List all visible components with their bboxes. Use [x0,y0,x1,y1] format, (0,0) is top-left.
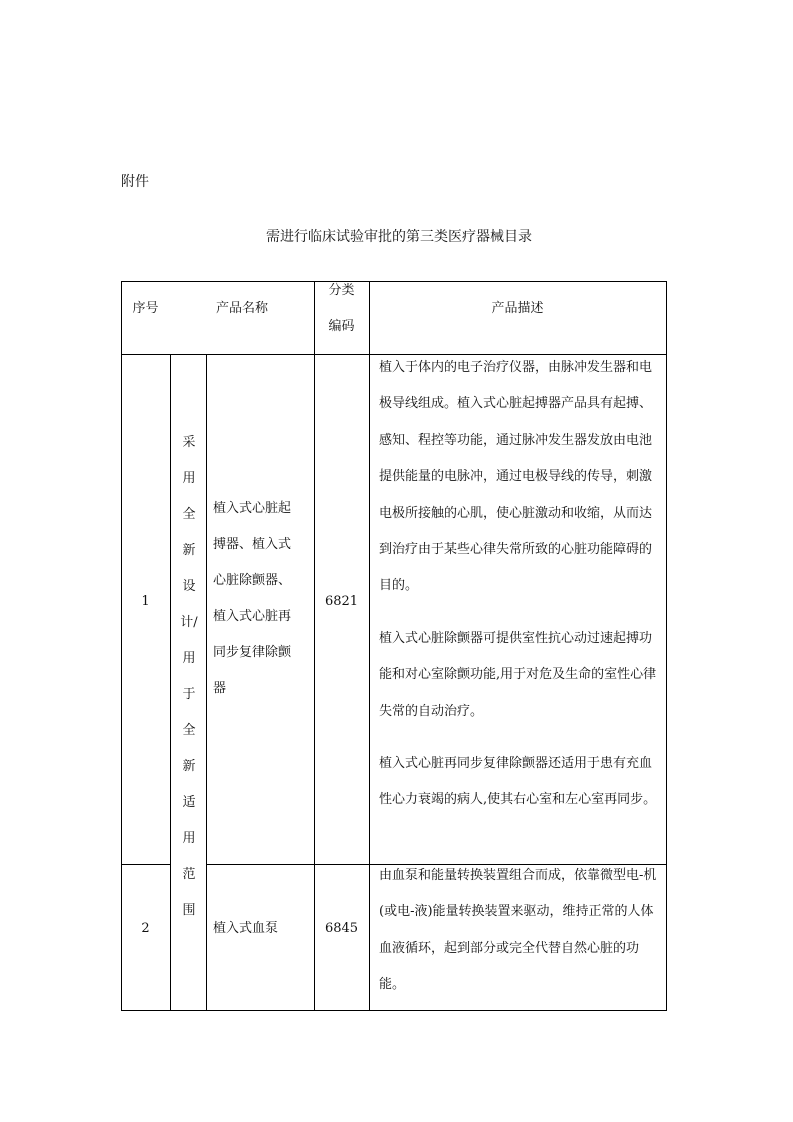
category-char: 围 [182,903,196,918]
catalog-table [121,281,667,1011]
row-divider-left [121,864,171,865]
col-divider-name [314,281,315,1011]
row2-seq: 2 [141,921,150,936]
document-title: 需进行临床试验审批的第三类医疗器械目录 [266,229,532,245]
category-vertical-label [171,425,207,929]
row1-name-line: 器 [213,681,227,696]
table-border-right [666,281,667,1011]
category-char: 全 [182,723,196,738]
row2-desc-paragraph: 由血泵和能量转换装置组合而成，依靠微型电-机(或电-液)能量转换装置来驱动，维持正常的人体血液循环，起到部分或完全代替自然心脏的功能。 [379,868,657,993]
row1-desc-paragraph: 植入式心脏再同步复律除颤器还适用于患有充血性心力衰竭的病人,使其右心室和左心室再同步。 [379,756,657,808]
row1-name [213,491,313,707]
row1-description [379,350,664,819]
header-seq: 序号 [132,301,159,316]
header-code-line1: 分类 [328,283,355,298]
row1-name-line: 植入式心脏起 [213,501,292,516]
row1-name-line: 植入式心脏再 [213,609,292,624]
table-border-left [121,281,122,1011]
header-desc: 产品描述 [491,301,544,316]
table-border-top [121,281,667,282]
col-divider-code [369,281,370,1011]
row1-desc-paragraph: 植入式心脏除颤器可提供室性抗心动过速起搏功能和对心室除颤功能,用于对危及生命的室性心律失常的自动治疗。 [379,630,657,719]
header-name: 产品名称 [215,301,268,316]
row1-code: 6821 [324,594,359,609]
category-char: 新 [182,543,196,558]
attachment-label: 附件 [121,174,149,190]
row1-desc-paragraph: 植入于体内的电子治疗仪器，由脉冲发生器和电极导线组成。植入式心脏起搏器产品具有起搏、感知、程控等功能，通过脉冲发生器发放由电池提供能量的电脉冲，通过电极导线的传导，刺激电极所接触的心肌，使心脏激动和收缩，从而达到治疗由于某些心律失常所致的心脏功能障碍的目的。 [379,360,653,594]
category-char: 用 [182,831,196,846]
row2-name: 植入式血泵 [213,921,279,936]
category-char: 采 [182,435,196,450]
category-char: 计/ [180,615,198,630]
category-char: 新 [182,759,196,774]
category-char: 适 [182,795,196,810]
row1-name-line: 同步复律除颤 [213,645,292,660]
category-char: 用 [182,471,196,486]
table-border-bottom [121,1010,667,1011]
category-char: 范 [182,867,196,882]
row1-name-line: 心脏除颤器、 [213,573,292,588]
category-char: 设 [182,579,196,594]
row1-seq: 1 [141,594,150,609]
header-code-line2: 编码 [328,319,355,334]
category-char: 用 [182,651,196,666]
row1-name-line: 搏器、植入式 [213,537,292,552]
category-char: 全 [182,507,196,522]
row2-description [379,858,664,1004]
category-char: 于 [182,687,196,702]
row2-code: 6845 [324,921,359,936]
